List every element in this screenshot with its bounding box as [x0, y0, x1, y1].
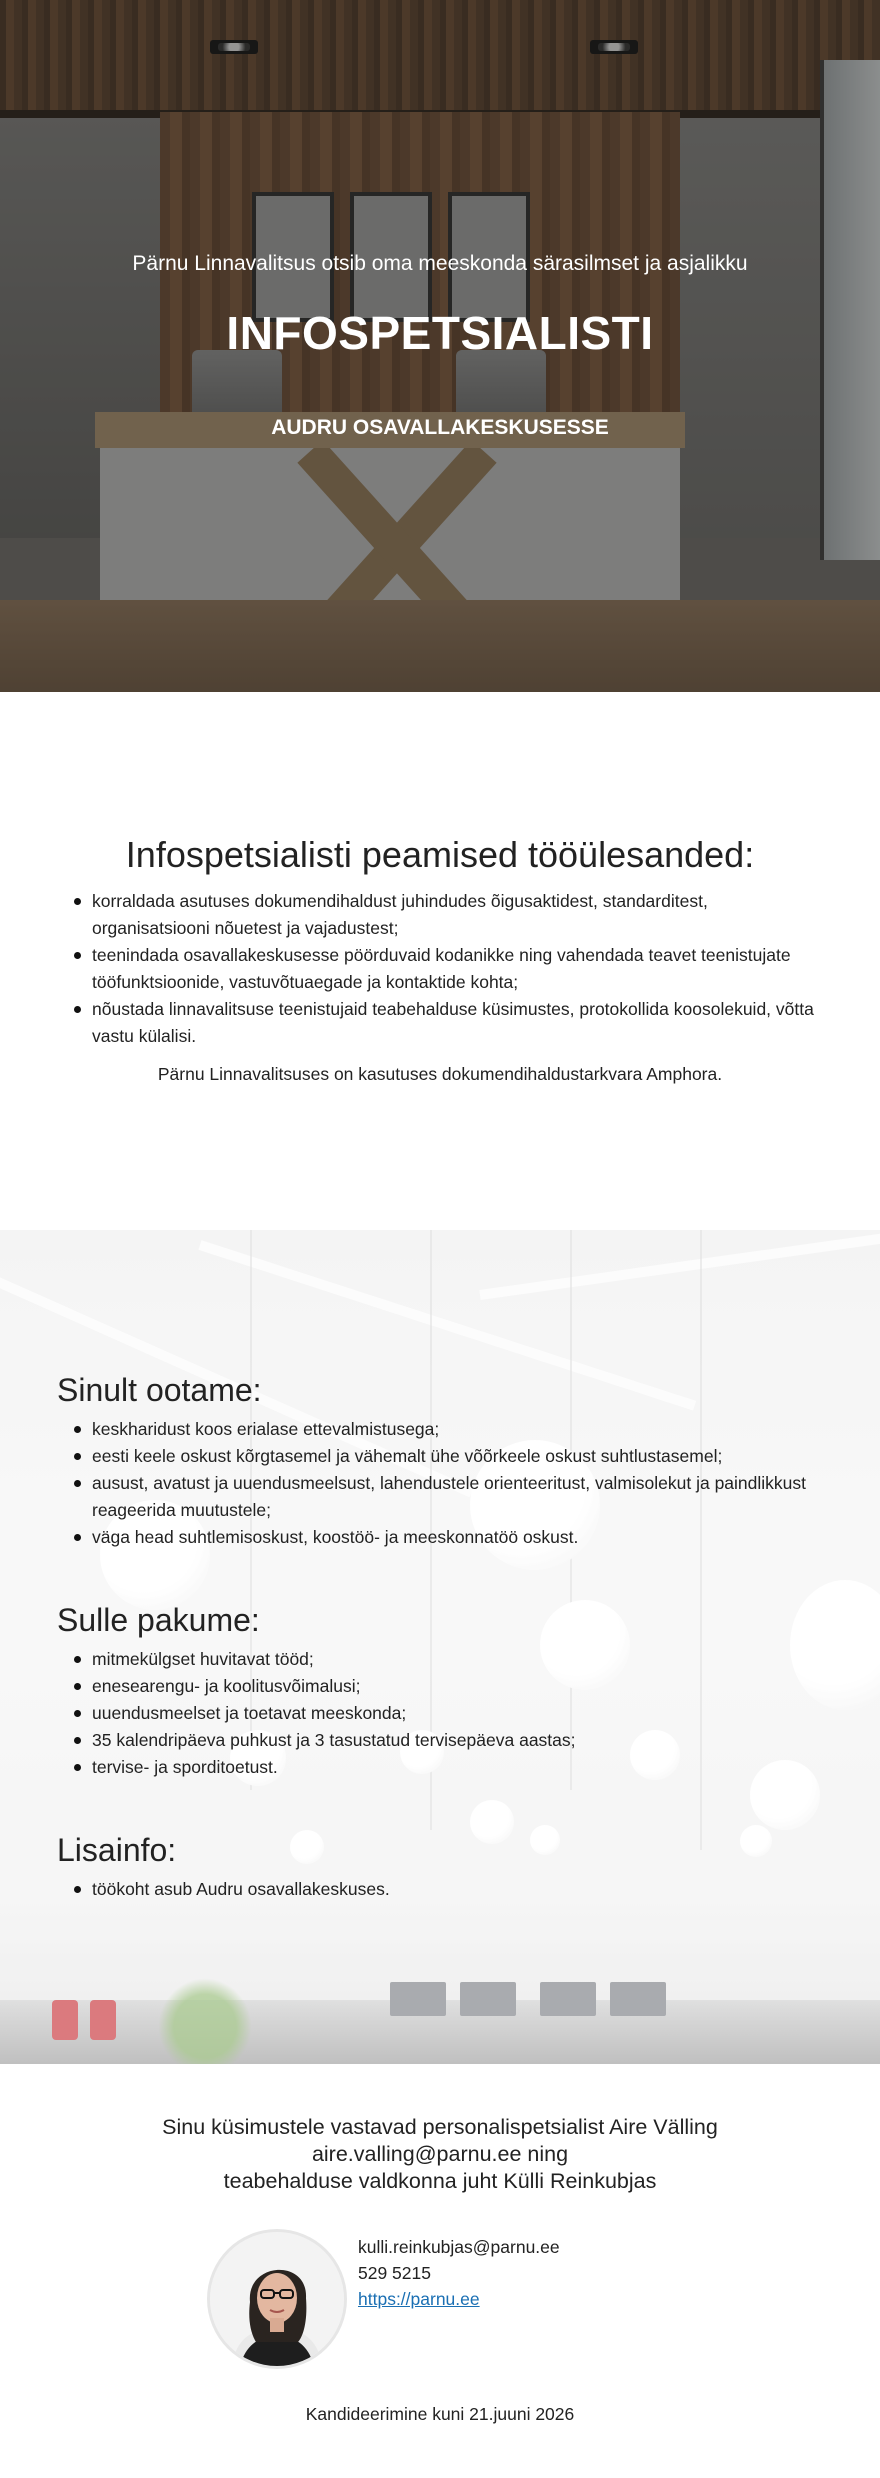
- requirements-section: [0, 1230, 880, 2064]
- contact-person-photo: [210, 2232, 344, 2366]
- contact-line: Sinu küsimustele vastavad personalispetsialist Aire Välling: [162, 2115, 718, 2139]
- duties-heading: Infospetsialisti peamised tööülesanded:: [125, 834, 755, 875]
- application-deadline: Kandideerimine kuni 21.juuni 2026: [305, 2404, 575, 2424]
- list-item: mitmekülgset huvitavat tööd;: [72, 1646, 832, 1673]
- extra-info-list: [72, 1876, 832, 1903]
- contact-section: [0, 2064, 880, 2478]
- list-item: ausust, avatust ja uuendusmeelsust, lahendustele orienteeritust, valmisolekut ja paindlikkust reageerida muutustele;: [72, 1470, 832, 1524]
- contact-line: teabehalduse valdkonna juht Külli Reinkubjas: [223, 2169, 657, 2193]
- list-item: enesearengu- ja koolitusvõimalusi;: [72, 1673, 832, 1700]
- duties-list: [72, 888, 822, 1050]
- list-item: tervise- ja sporditoetust.: [72, 1754, 832, 1781]
- list-item: keskharidust koos erialase ettevalmistusega;: [72, 1416, 832, 1443]
- website-link[interactable]: https://parnu.ee: [358, 2289, 480, 2309]
- expect-heading: Sinult ootame:: [57, 1372, 262, 1408]
- job-location: AUDRU OSAVALLAKESKUSESSE: [271, 416, 609, 439]
- list-item: korraldada asutuses dokumendihaldust juhindudes õigusaktidest, standarditest, organisatsiooni nõuetest ja vajadustest;: [72, 888, 822, 942]
- list-item: 35 kalendripäeva puhkust ja 3 tasustatud tervisepäeva aastas;: [72, 1727, 832, 1754]
- list-item: töökoht asub Audru osavallakeskuses.: [72, 1876, 832, 1903]
- list-item: eesti keele oskust kõrgtasemel ja vähemalt ühe võõrkeele oskust suhtlustasemel;: [72, 1443, 832, 1470]
- duties-section: [0, 692, 880, 1230]
- contact-lead: [0, 2114, 880, 2195]
- list-item: uuendusmeelset ja toetavat meeskonda;: [72, 1700, 832, 1727]
- offer-heading: Sulle pakume:: [57, 1602, 260, 1638]
- extra-info-heading: Lisainfo:: [57, 1832, 177, 1868]
- contact-line: aire.valling@parnu.ee ning: [311, 2142, 569, 2166]
- contact-details: [358, 2234, 560, 2312]
- contact-email[interactable]: kulli.reinkubjas@parnu.ee: [358, 2237, 560, 2257]
- expect-list: [72, 1416, 832, 1551]
- offer-list: [72, 1646, 832, 1781]
- list-item: teenindada osavallakeskusesse pöörduvaid kodanikke ning vahendada teavet teenistujate tööfunktsioonide, vastuvõtuaegade ja kontaktide kohta;: [72, 942, 822, 996]
- hero-text-block: [0, 0, 880, 692]
- list-item: nõustada linnavalitsuse teenistujaid teabehalduse küsimustes, protokollida koosolekuid, võtta vastu külalisi.: [72, 996, 822, 1050]
- job-title: INFOSPETSIALISTI: [226, 307, 654, 359]
- contact-phone[interactable]: 529 5215: [358, 2263, 431, 2283]
- list-item: väga head suhtlemisoskust, koostöö- ja meeskonnatöö oskust.: [72, 1524, 832, 1551]
- hero-intro: Pärnu Linnavalitsus otsib oma meeskonda särasilmset ja asjalikku: [132, 252, 748, 275]
- hero-banner: [0, 0, 880, 692]
- software-note: Pärnu Linnavalitsuses on kasutuses dokumendihaldustarkvara Amphora.: [157, 1064, 723, 1084]
